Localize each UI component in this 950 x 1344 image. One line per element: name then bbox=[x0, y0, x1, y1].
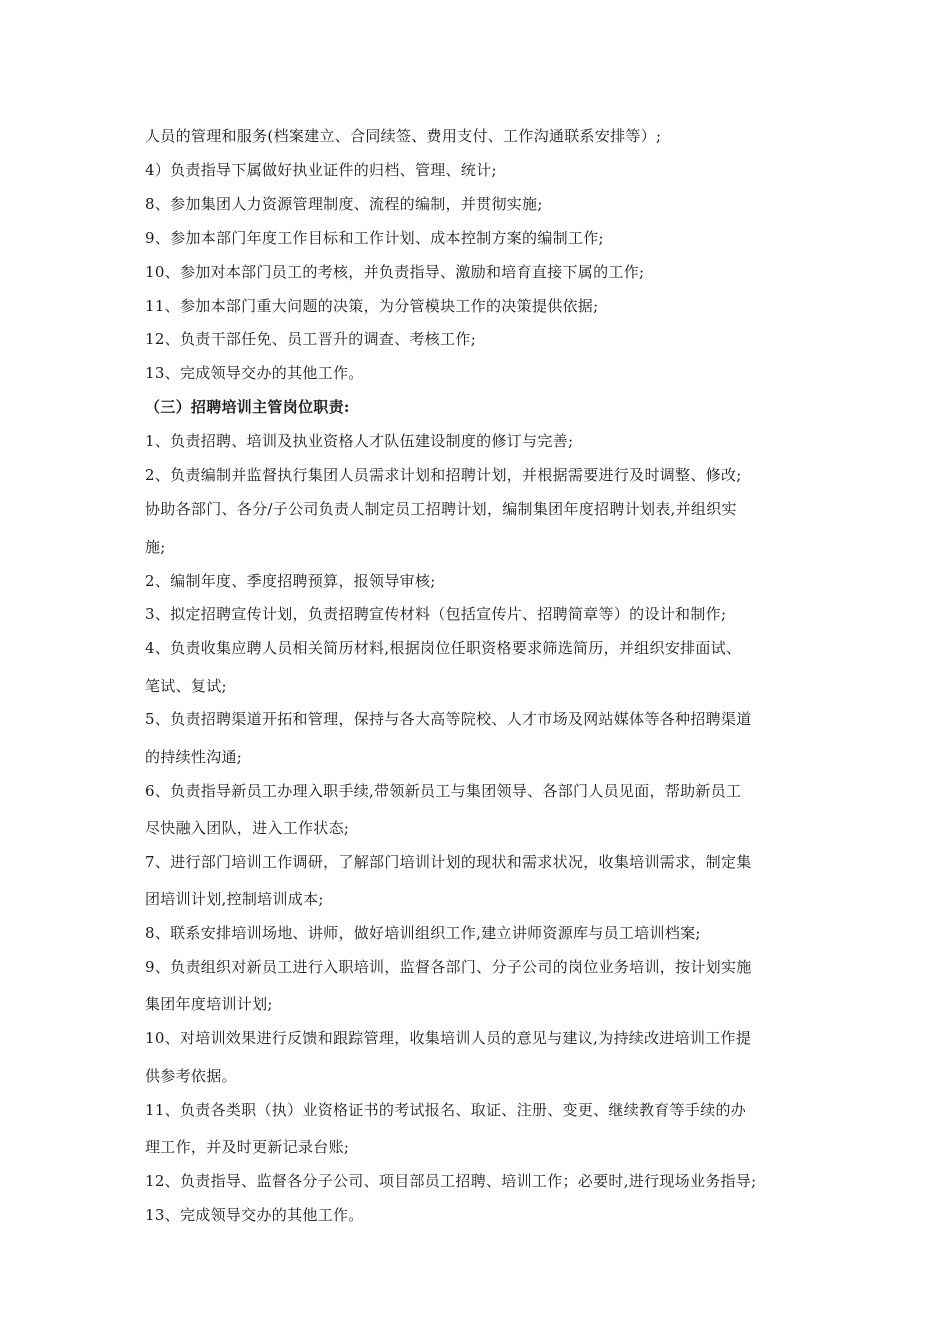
text-line: 7、进行部门培训工作调研，了解部门培训计划的现状和需求状况，收集培训需求，制定集 bbox=[145, 853, 752, 871]
text-line: 尽快融入团队，进入工作状态; bbox=[145, 819, 350, 837]
text-line: 的持续性沟通; bbox=[145, 748, 243, 766]
text-line: 10、对培训效果进行反馈和跟踪管理，收集培训人员的意见与建议,为持续改进培训工作提 bbox=[145, 1029, 752, 1047]
text-line: 8、参加集团人力资源管理制度、流程的编制，并贯彻实施; bbox=[145, 195, 543, 213]
text-line: 11、参加本部门重大问题的决策，为分管模块工作的决策提供依据; bbox=[145, 297, 599, 315]
text-line: 12、负责干部任免、员工晋升的调查、考核工作; bbox=[145, 330, 477, 348]
text-line: 10、参加对本部门员工的考核，并负责指导、激励和培育直接下属的工作; bbox=[145, 263, 645, 281]
section-heading: （三）招聘培训主管岗位职责: bbox=[145, 398, 350, 416]
text-line: 集团年度培训计划; bbox=[145, 995, 273, 1013]
text-line: 13、完成领导交办的其他工作。 bbox=[145, 364, 364, 382]
text-line: 1、负责招聘、培训及执业资格人才队伍建设制度的修订与完善; bbox=[145, 432, 574, 450]
text-line: 笔试、复试; bbox=[145, 677, 227, 695]
text-line: 5、负责招聘渠道开拓和管理，保持与各大高等院校、人才市场及网站媒体等各种招聘渠道 bbox=[145, 710, 752, 728]
text-line: 3、拟定招聘宣传计划，负责招聘宣传材料（包括宣传片、招聘简章等）的设计和制作; bbox=[145, 605, 727, 623]
text-line: 理工作，并及时更新记录台账; bbox=[145, 1138, 350, 1156]
text-line: 4、负责收集应聘人员相关简历材料,根据岗位任职资格要求筛选简历，并组织安排面试、 bbox=[145, 639, 742, 657]
text-line: 人员的管理和服务(档案建立、合同续签、费用支付、工作沟通联系安排等）; bbox=[145, 127, 662, 145]
text-line: 团培训计划,控制培训成本; bbox=[145, 890, 324, 908]
text-line: 供参考依据。 bbox=[145, 1067, 237, 1085]
text-line: 4）负责指导下属做好执业证件的归档、管理、统计; bbox=[145, 161, 497, 179]
text-line: 13、完成领导交办的其他工作。 bbox=[145, 1206, 364, 1224]
text-line: 12、负责指导、监督各分子公司、项目部员工招聘、培训工作；必要时,进行现场业务指导; bbox=[145, 1172, 757, 1190]
text-line: 9、参加本部门年度工作目标和工作计划、成本控制方案的编制工作; bbox=[145, 229, 604, 247]
text-line: 6、负责指导新员工办理入职手续,带领新员工与集团领导、各部门人员见面，帮助新员工 bbox=[145, 782, 742, 800]
text-line: 2、编制年度、季度招聘预算，报领导审核; bbox=[145, 572, 436, 590]
text-line: 2、负责编制并监督执行集团人员需求计划和招聘计划，并根据需要进行及时调整、修改; bbox=[145, 466, 742, 484]
text-line: 施; bbox=[145, 538, 166, 556]
text-line: 9、负责组织对新员工进行入职培训，监督各部门、分子公司的岗位业务培训，按计划实施 bbox=[145, 958, 752, 976]
text-line: 协助各部门、各分/子公司负责人制定员工招聘计划，编制集团年度招聘计划表,并组织实 bbox=[145, 500, 737, 518]
text-line: 11、负责各类职（执）业资格证书的考试报名、取证、注册、变更、继续教育等手续的办 bbox=[145, 1101, 747, 1119]
text-line: 8、联系安排培训场地、讲师，做好培训组织工作,建立讲师资源库与员工培训档案; bbox=[145, 924, 701, 942]
